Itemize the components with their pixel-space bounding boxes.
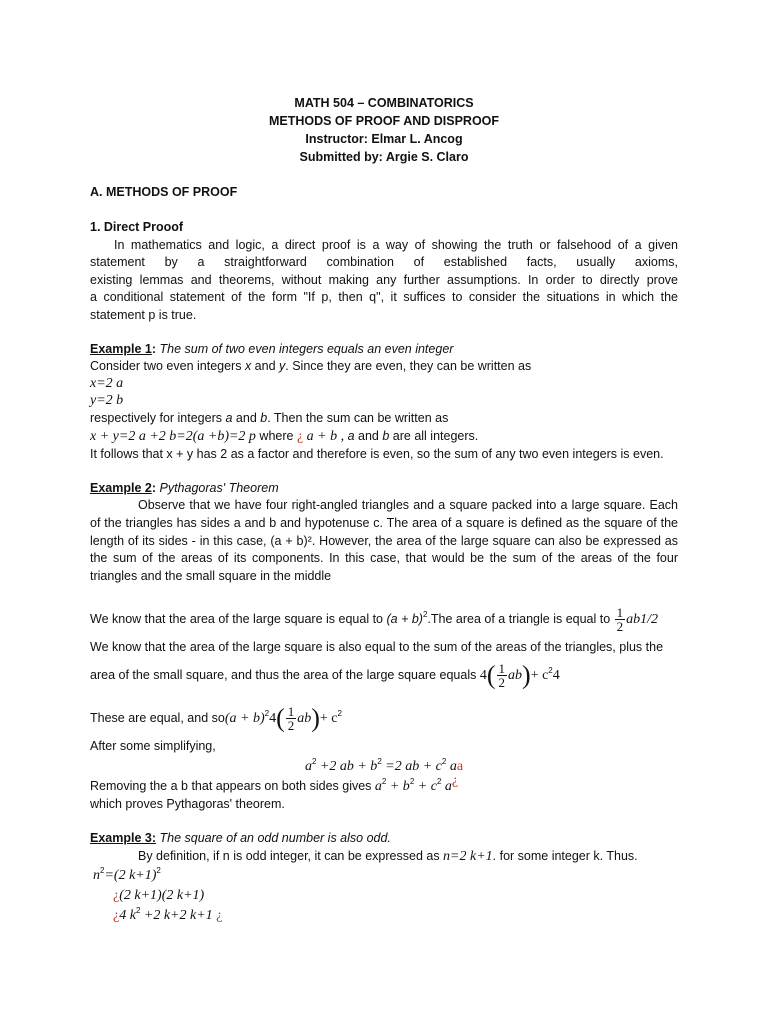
theorem-proved-line: which proves Pythagoras' theorem. xyxy=(90,797,285,811)
document-title: METHODS OF PROOF AND DISPROOF xyxy=(268,114,500,128)
paragraph-line: a conditional statement of the form "If p, then q", it suffices to consider the situations in which the xyxy=(90,290,678,304)
paragraph-line: triangles and the small square in the middle xyxy=(90,569,332,583)
section-a-heading: A. METHODS OF PROOF xyxy=(90,185,238,199)
simplify-line: After some simplifying, xyxy=(90,739,216,753)
example-3-line: By definition, if n is odd integer, it can be expressed as n=2 k+1. for some integer k. Thus. xyxy=(138,849,638,864)
example-1-heading: Example 1: The sum of two even integers equals an even integer xyxy=(90,342,454,356)
course-title: MATH 504 – COMBINATORICS xyxy=(294,96,474,110)
equation-expand-1: ¿(2 k+1)(2 k+1) xyxy=(113,888,205,903)
equation-y: y=2 b xyxy=(90,393,124,408)
equation-sum: x + y=2 a +2 b=2(a +b)=2 p where ¿ a + b , a and b are all integers. xyxy=(90,429,479,444)
instructor-line: Instructor: Elmar L. Ancog xyxy=(305,132,463,146)
paragraph-line: statement by a straightforward combination of established facts, usually axioms, xyxy=(90,255,678,269)
example-1-line: respectively for integers a and b. Then the sum can be written as xyxy=(90,411,449,425)
example-3-heading: Example 3: The square of an odd number is also odd. xyxy=(90,831,391,845)
example-2-heading: Example 2: Pythagoras' Theorem xyxy=(90,481,279,495)
paragraph-line: length of its sides - in this case, (a + b)². However, the area of the large square can also be expressed as xyxy=(90,534,678,548)
paragraph-line: the sum of the areas of its components. In this case, that would be the sum of the areas of the four xyxy=(90,551,678,565)
equation-n-squared: $n^2=(2$ k+1)$^2$ xyxy=(93,866,161,883)
simplified-equation: $a^2 +2$ ab + $b^2 =2$ ab + $c^2$ aa xyxy=(304,757,464,774)
paragraph-line: of the triangles has sides a and b and hypotenuse c. The area of a square is defined as the square of the xyxy=(90,516,678,530)
removing-line: Removing the a b that appears on both sides gives $a^2 + b^2 + c^2$ a¿ xyxy=(90,773,459,794)
equation-expand-2: ¿4 $k^2 +2$ k+2 k+1 ¿ xyxy=(113,906,223,923)
area-line-1: We know that the area of the large square is equal to $(a + b)^2.The$ area of a triangle is equal to $\frac{1}{2}$ ab1/2 xyxy=(90,605,659,635)
paragraph-line: In mathematics and logic, a direct proof is a way of showing the truth or falsehood of a given xyxy=(114,238,678,252)
example-1-conclusion: It follows that x + y has 2 as a factor and therefore is even, so the sum of any two even integers is even. xyxy=(90,447,664,461)
equation-x: x=2 a xyxy=(90,376,124,391)
paragraph-line: existing lemmas and theorems, without making any further assumptions. In order to directly prove xyxy=(90,273,678,287)
paragraph-line: statement p is true. xyxy=(90,308,197,322)
area-line-4: These are equal, and $so(a + b)^24$( $\frac{1}{2}$ $ab)+ c^2$ xyxy=(90,703,342,734)
paragraph-line: Observe that we have four right-angled triangles and a square packed into a large square. Each xyxy=(138,498,678,512)
submitted-line: Submitted by: Argie S. Claro xyxy=(299,150,469,164)
example-1-line: Consider two even integers x and y. Since they are even, they can be written as xyxy=(90,359,532,373)
area-line-3: area of the small square, and thus the area of the large square equals 4( $\frac{1}{2}$ $ab)+ c^24$ xyxy=(90,660,560,691)
fraction-half: $\frac{1}{2}$ xyxy=(616,605,624,635)
direct-proof-heading: 1. Direct Prooof xyxy=(90,220,184,234)
area-line-2: We know that the area of the large square is also equal to the sum of the areas of the triangles, plus the xyxy=(90,640,664,654)
